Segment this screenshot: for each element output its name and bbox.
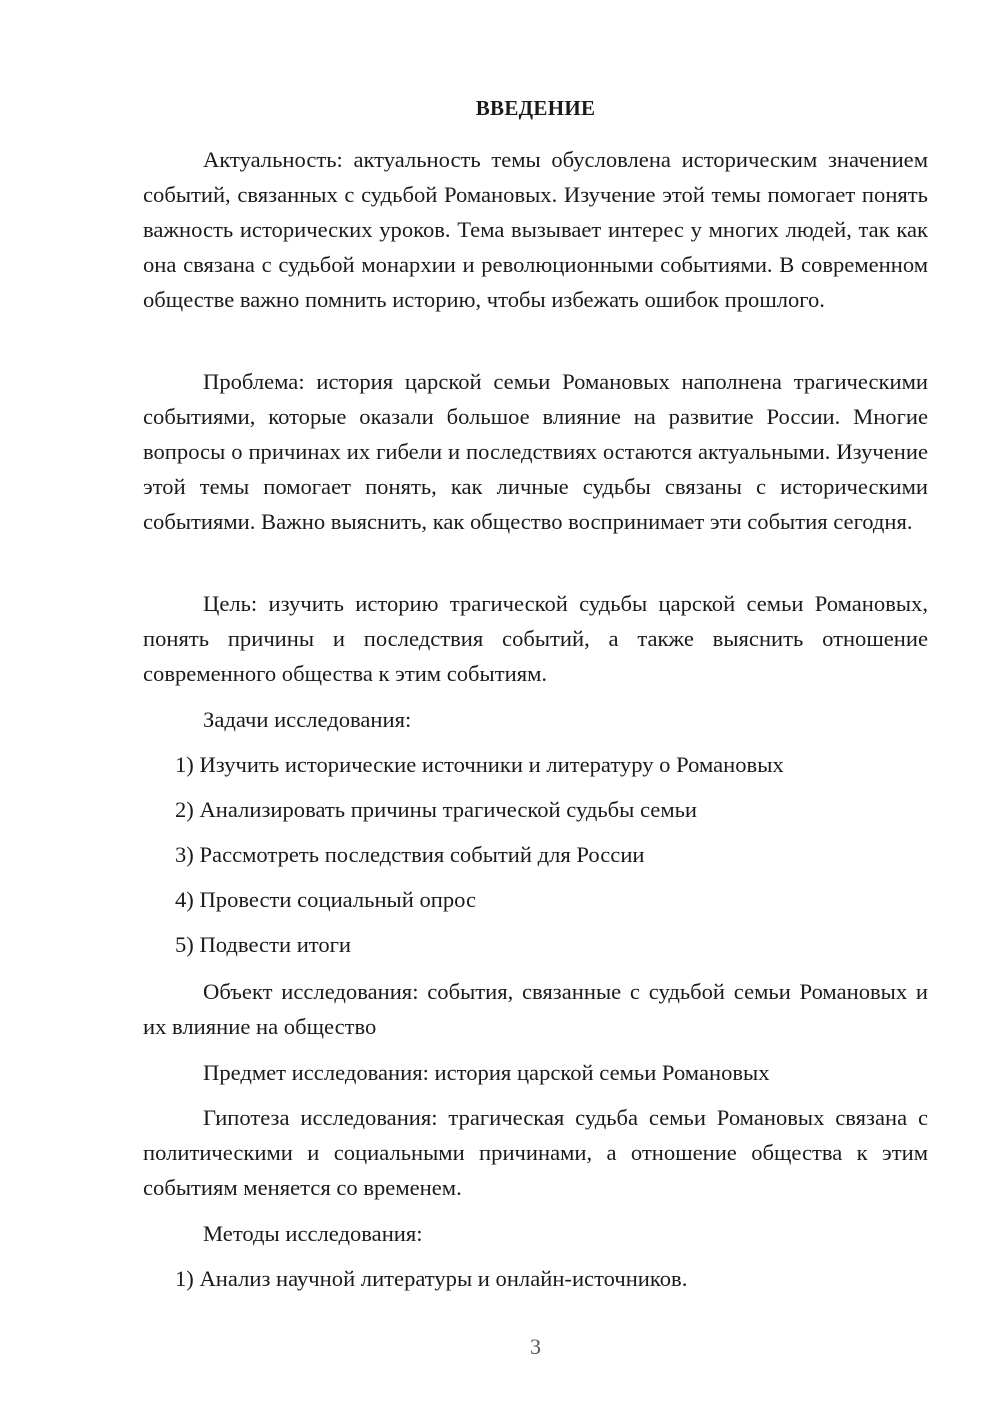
task-item-3: 3) Рассмотреть последствия событий для России xyxy=(175,842,645,867)
page-title: ВВЕДЕНИЕ xyxy=(475,96,596,120)
task-item-4: 4) Провести социальный опрос xyxy=(175,887,477,912)
tasks-heading: Задачи исследования: xyxy=(203,707,412,732)
document-page xyxy=(143,0,928,1414)
method-item-1: 1) Анализ научной литературы и онлайн-источников. xyxy=(175,1266,688,1291)
subject-paragraph: Предмет исследования: история царской семьи Романовых xyxy=(203,1060,770,1085)
hypothesis-paragraph: Гипотеза исследования: трагическая судьба семьи Романовых связана с политическими и социальными причинами, а отношение общества к этим событиям меняется со временем. xyxy=(143,1105,928,1200)
task-item-1: 1) Изучить исторические источники и литературу о Романовых xyxy=(175,752,784,777)
task-item-5: 5) Подвести итоги xyxy=(175,932,352,957)
methods-heading: Методы исследования: xyxy=(203,1221,423,1246)
problem-paragraph: Проблема: история царской семьи Романовых наполнена трагическими событиями, которые оказали большое влияние на развитие России. Многие вопросы о причинах их гибели и последствиях остаются актуальными. Изучение этой темы помогает понять, как личные судьбы связаны с историческими событиями. Важно выяснить, как общество воспринимает эти события сегодня. xyxy=(143,369,928,534)
page-number: 3 xyxy=(530,1334,541,1359)
relevance-paragraph: Актуальность: актуальность темы обусловлена историческим значением событий, связанных с судьбой Романовых. Изучение этой темы помогает понять важность исторических уроков. Тема вызывает интерес у многих людей, так как она связана с судьбой монархии и революционными событиями. В современном обществе важно помнить историю, чтобы избежать ошибок прошлого. xyxy=(143,147,928,312)
object-paragraph: Объект исследования: события, связанные с судьбой семьи Романовых и их влияние на общество xyxy=(143,979,928,1039)
goal-paragraph: Цель: изучить историю трагической судьбы царской семьи Романовых, понять причины и последствия событий, а также выяснить отношение современного общества к этим событиям. xyxy=(143,591,928,686)
task-item-2: 2) Анализировать причины трагической судьбы семьи xyxy=(175,797,698,822)
